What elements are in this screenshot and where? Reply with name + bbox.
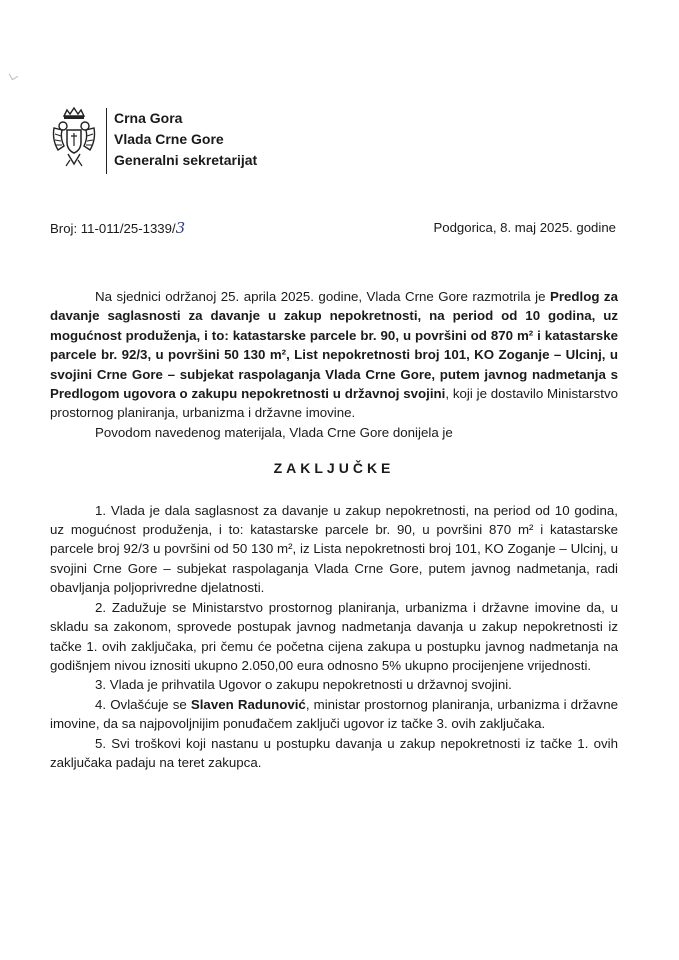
document-body — [50, 287, 618, 772]
reference-number — [50, 219, 185, 238]
intro-paragraph-2: Povodom navedenog materijala, Vlada Crne Gore donijela je — [95, 424, 453, 440]
proposal-title: Predlog za davanje saglasnosti za davanje u zakup nepokretnosti, na period od 10 godina, uz mogućnost produženja, i to: katastarske parcele br. 90, u površini od 870 m² i katastarske parcele br. 92/3, u površini 50 130 m², List nepokretnosti broj 101, KO Zoganje – Ulcinj, u svojini Crne Gore – subjekat raspolaganja Vlada Crne Gore, putem javnog nadmetanja s Predlogom ugovora o zakupu nepokretnosti u državnoj svojini — [50, 289, 618, 402]
conclusion-4-text-a: 4. Ovlašćuje se — [95, 696, 191, 712]
conclusion-3: 3. Vlada je prihvatila Ugovor o zakupu nepokretnosti u državnoj svojini. — [95, 677, 512, 693]
intro-text-b: , koji je dostavilo Ministarstvo prostornog planiranja, urbanizma i državne imovine. — [50, 386, 618, 421]
coat-of-arms-icon — [50, 106, 98, 170]
minister-name: Slaven Radunović — [190, 696, 306, 712]
org-line-government: Vlada Crne Gore — [114, 131, 224, 147]
header-divider — [106, 108, 107, 174]
conclusion-5: 5. Svi troškovi koji nastanu u postupku davanja u zakup nepokretnosti iz tačke 1. ovih zaključaka padaju na teret zakupca. — [50, 735, 618, 770]
org-line-secretariat: Generalni sekretarijat — [114, 152, 258, 168]
intro-paragraph — [50, 287, 618, 423]
reference-number-text: Broj: 11-011/25-1339/ — [50, 221, 176, 236]
place-date: Podgorica, 8. maj 2025. godine — [433, 220, 616, 235]
organization-name — [114, 108, 257, 171]
org-line-country: Crna Gora — [114, 110, 183, 126]
conclusions-title: ZAKLJUČKE — [273, 460, 395, 477]
conclusion-2: 2. Zadužuje se Ministarstvo prostornog planiranja, urbanizma i državne imovine da, u skladu sa zakonom, sprovede postupak javnog nadmetanja davanja u zakup nepokretnosti iz tačke 1. ovih zaključaka, pri čemu će početna cijena zakupa u postupku javnog nadmetanja na godišnjem nivou iznositi ukupno 2.050,00 eura odnosno 5% ukupno procijenjene vrijednosti. — [50, 599, 618, 673]
conclusion-4 — [50, 695, 618, 734]
handwritten-number: 3 — [175, 219, 186, 237]
conclusion-4-text-b: , ministar prostornog planiranja, urbanizma i državne imovine, da sa najpovoljnijim ponuđačem zaključi ugovor iz tačke 3. ovih zaključaka. — [50, 696, 618, 732]
intro-text-a: Na sjednici održanoj 25. aprila 2025. godine, Vlada Crne Gore razmotrila je — [95, 289, 550, 304]
letterhead — [50, 100, 350, 180]
conclusion-1: 1. Vlada je dala saglasnost za davanje u zakup nepokretnosti, na period od 10 godina, uz mogućnost produženja, i to: katastarske parcele br. 90, u površini 870 m² i katastarske parcele broj 92/3 u površini od 50 130 m², iz Lista nepokretnosti broj 101, KO Zoganje – Ulcinj, u svojini Crne Gore – subjekat raspolaganja Vlada Crne Gore, putem javnog nadmetanja, radi obavljanja poljoprivredne djelatnosti. — [50, 502, 618, 596]
scan-mark — [9, 71, 19, 81]
